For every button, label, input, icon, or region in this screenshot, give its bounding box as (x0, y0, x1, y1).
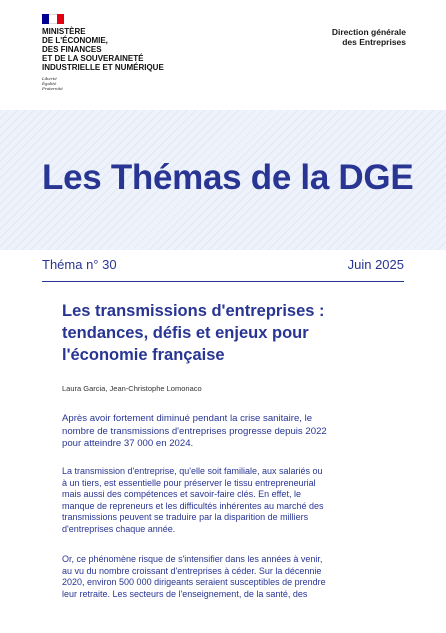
divider (42, 281, 404, 282)
flag-white (49, 14, 56, 24)
republic-motto: Liberté Égalité Fraternité (42, 76, 63, 91)
flag-blue (42, 14, 49, 24)
flag-red (57, 14, 64, 24)
issue-meta (42, 257, 404, 279)
article-title: Les transmissions d'entreprises : tendances, défis et enjeux pour l'économie française (62, 302, 325, 364)
article-authors: Laura Garcia, Jean-Christophe Lomonaco (62, 384, 202, 393)
ministry-logo (42, 14, 164, 91)
body-paragraph-2: Or, ce phénomène risque de s'intensifier dans les années à venir, au vu du nombre croissant d'entreprises à céder. Sur la décennie 2020, environ 500 000 dirigeants seraient susceptibles de prendre leur retraite. Les secteurs de l'enseignement, de la santé, des (62, 554, 326, 599)
ministry-name: MINISTÈRE DE L'ÉCONOMIE, DES FINANCES ET DE LA SOUVERAINETÉ INDUSTRIELLE ET NUMÉRIQUE (42, 27, 164, 72)
french-flag-icon (42, 14, 64, 24)
page-header (0, 0, 446, 110)
body-paragraph-1: La transmission d'entreprise, qu'elle soit familiale, aux salariés ou à un tiers, est essentielle pour préserver le tissu entrepreneurial mais aussi des compétences et savoir-faire clés. En effet, le manque de repreneurs et les difficultés inhérentes au marché des transmissions peuvent se traduire par la disparition de milliers d'entreprises chaque année. (62, 466, 324, 534)
issue-number: Théma n° 30 (42, 257, 117, 272)
issue-date: Juin 2025 (347, 257, 404, 272)
lead-paragraph: Après avoir fortement diminué pendant la crise sanitaire, le nombre de transmissions d'entreprises progresse depuis 2022 pour atteindre 37 000 en 2024. (62, 413, 327, 449)
publication-title: Les Thémas de la DGE (42, 158, 414, 197)
dge-label: Direction générale des Entreprises (331, 27, 406, 47)
